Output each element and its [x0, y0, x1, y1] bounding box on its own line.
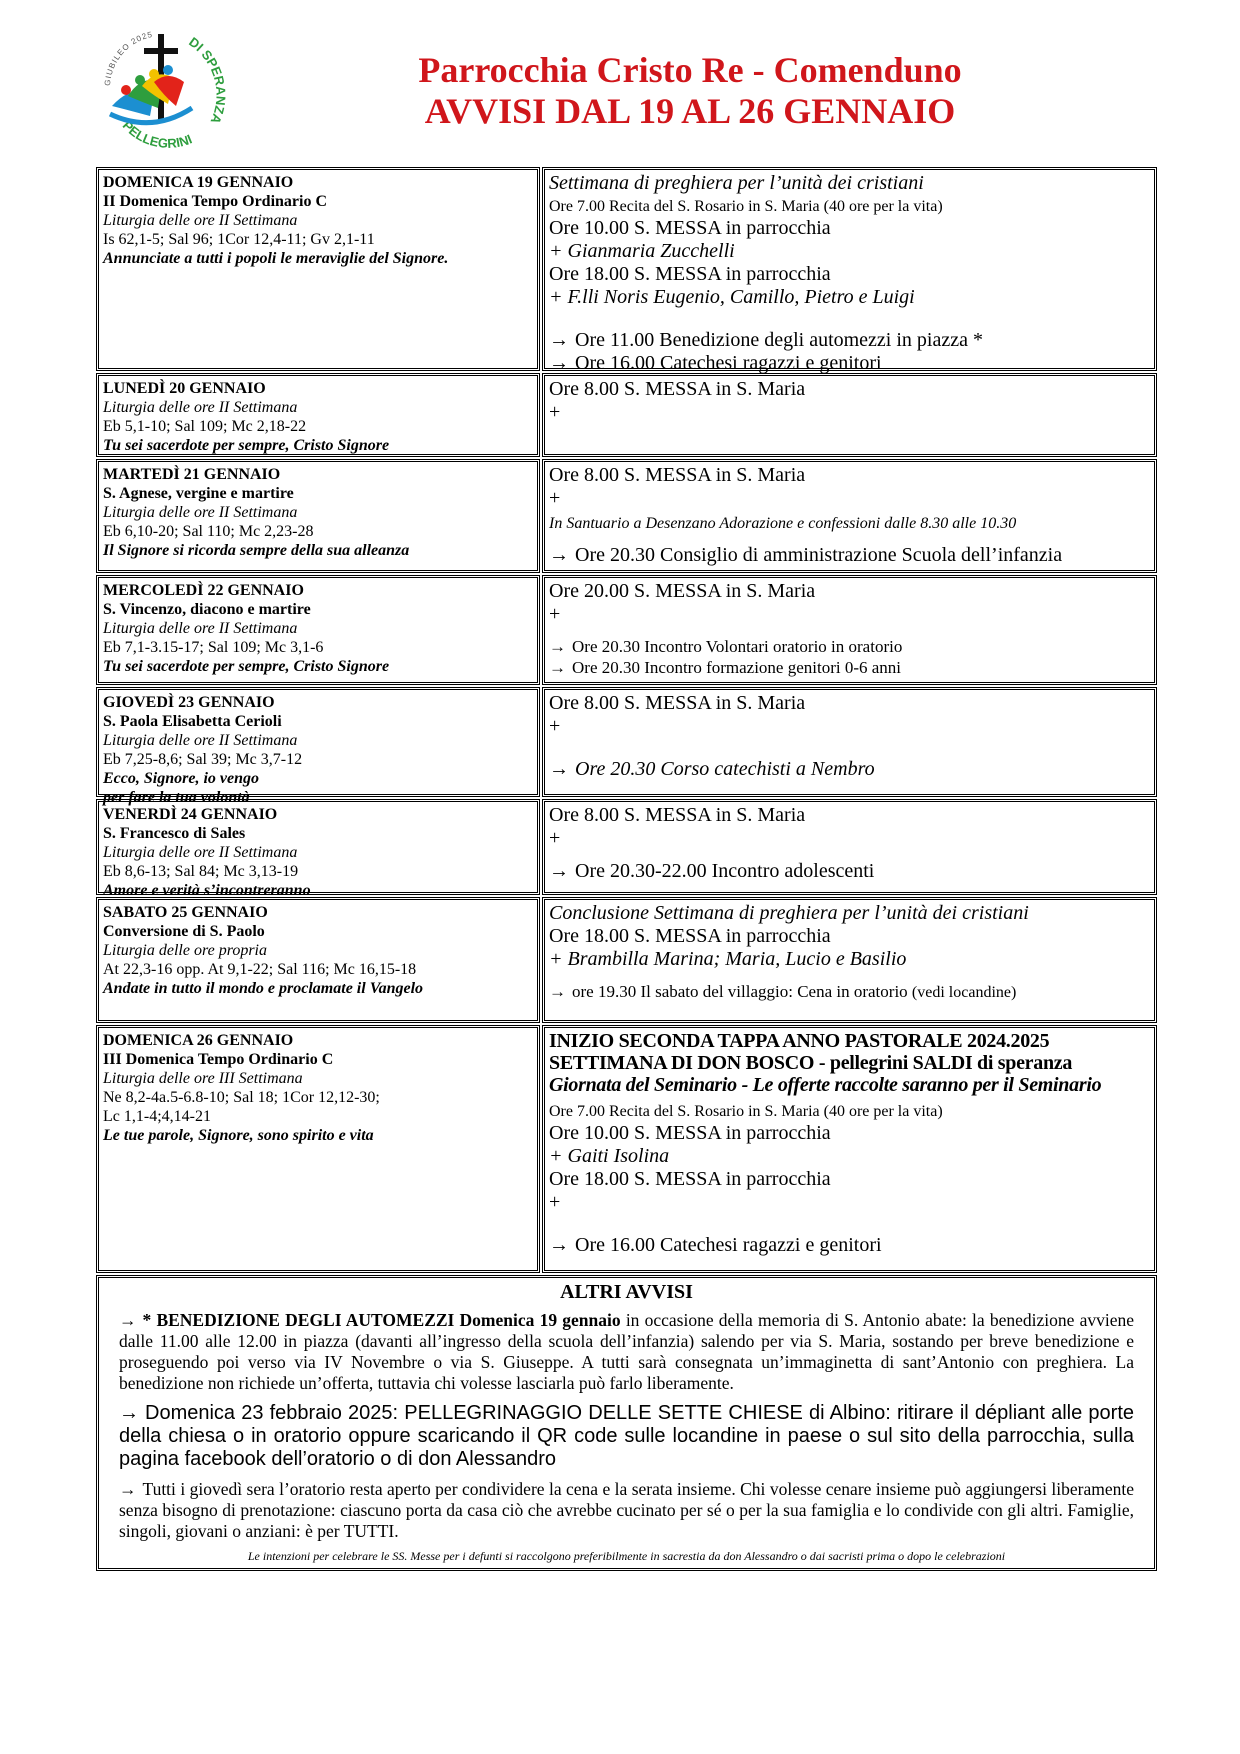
week-heading: Conclusione Settimana di preghiera per l’unità dei cristiani: [549, 902, 1029, 924]
day-label: VENERDÌ 24 GENNAIO: [103, 806, 278, 823]
day-label: DOMENICA 19 GENNAIO: [103, 174, 294, 191]
day-info: [96, 459, 540, 573]
notice-period: AVVISI DAL 19 AL 26 GENNAIO: [424, 91, 956, 131]
intention-line: +: [549, 603, 561, 625]
day-info: [96, 1025, 540, 1273]
event-line: → Ore 20.30 Corso catechisti a Nembro: [549, 758, 875, 780]
logo-text-right: DI SPERANZA: [186, 34, 229, 127]
intention-line: +: [549, 401, 561, 423]
intention-line: +: [549, 827, 561, 849]
antiphon-label: Ecco, Signore, io vengo: [103, 770, 259, 787]
mass-line: Ore 8.00 S. MESSA in S. Maria: [549, 692, 806, 714]
day-row-26: [95, 1024, 1158, 1274]
mass-line: Ore 8.00 S. MESSA in S. Maria: [549, 464, 806, 486]
other-notices-title: ALTRI AVVISI: [560, 1281, 693, 1303]
arrow-icon: →: [549, 982, 566, 1001]
day-info: [96, 897, 540, 1023]
event-line: → Ore 20.30 Consiglio di amministrazione Scuola dell’infanzia: [549, 544, 1063, 566]
intention-line: + F.lli Noris Eugenio, Camillo, Pietro e Luigi: [549, 286, 915, 308]
arrow-icon: →: [119, 1402, 139, 1424]
seminary-heading: Giornata del Seminario - Le offerte raccolte saranno per il Seminario: [549, 1074, 1102, 1096]
day-events: [542, 687, 1157, 797]
other-notices: [96, 1275, 1157, 1571]
day-events: [542, 1025, 1157, 1273]
feast-label: II Domenica Tempo Ordinario C: [103, 193, 328, 210]
mass-line: Ore 18.00 S. MESSA in parrocchia: [549, 263, 831, 285]
logo-text-top: GIUBILEO 2025: [102, 29, 154, 87]
feast-label: S. Francesco di Sales: [103, 825, 246, 842]
event-line: → Ore 16.00 Catechesi ragazzi e genitori: [549, 352, 882, 374]
day-row-22: [95, 574, 1158, 686]
readings-label: Eb 5,1-10; Sal 109; Mc 2,18-22: [103, 418, 307, 435]
weekly-schedule: [95, 166, 1158, 1572]
arrow-icon: →: [119, 1310, 137, 1330]
liturgy-label: Liturgia delle ore II Settimana: [103, 844, 298, 861]
day-row-25: [95, 896, 1158, 1024]
day-label: MARTEDÌ 21 GENNAIO: [103, 466, 281, 483]
event-line: → Ore 20.30 Incontro formazione genitori 0-6 anni: [549, 658, 902, 677]
day-label: DOMENICA 26 GENNAIO: [103, 1032, 294, 1049]
antiphon-label: Andate in tutto il mondo e proclamate il Vangelo: [103, 980, 424, 997]
day-info: [96, 373, 540, 457]
intention-line: +: [549, 715, 561, 737]
parish-name: Parrocchia Cristo Re - Comenduno: [418, 50, 962, 90]
arrow-icon: →: [549, 329, 569, 351]
feast-label: Conversione di S. Paolo: [103, 923, 265, 940]
arrow-icon: →: [549, 637, 566, 656]
logo-text-bottom: PELLEGRINI: [119, 117, 195, 151]
jubilee-logo: [92, 24, 232, 164]
antiphon-label: Annunciate a tutti i popoli le meraviglie del Signore.: [103, 250, 449, 267]
day-events: [542, 799, 1157, 895]
day-info: [96, 687, 540, 806]
antiphon-label: Tu sei sacerdote per sempre, Cristo Signore: [103, 658, 390, 675]
arrow-icon: →: [549, 544, 569, 566]
liturgy-label: Liturgia delle ore III Settimana: [103, 1070, 303, 1087]
rosary-line: Ore 7.00 Recita del S. Rosario in S. Maria (40 ore per la vita): [549, 1103, 943, 1120]
arrow-icon: →: [549, 1234, 569, 1256]
day-row-19: [95, 166, 1158, 372]
arrow-icon: →: [549, 352, 569, 374]
mass-line: Ore 8.00 S. MESSA in S. Maria: [549, 804, 806, 826]
readings-label: Eb 6,10-20; Sal 110; Mc 2,23-28: [103, 523, 314, 540]
antiphon-label: Amore e verità s’incontreranno: [103, 882, 311, 899]
antiphon-label: per fare la tua volontà: [103, 789, 250, 806]
day-info: [96, 167, 540, 371]
intention-line: + Gaiti Isolina: [549, 1145, 670, 1167]
event-line: → ore 19.30 Il sabato del villaggio: Cena in oratorio (vedi locandine): [549, 982, 1017, 1001]
arrow-icon: →: [119, 1479, 137, 1499]
notice-pilgrimage: → Domenica 23 febbraio 2025: PELLEGRINAGGIO DELLE SETTE CHIESE di Albino: ritirare il dépliant alle porte della chiesa o in oratorio oppure scaricando il QR code sulle locandine in paese o sul sito della parrocchia, sulla pagina facebook dell’oratorio o di don Alessandro: [119, 1402, 1134, 1470]
day-events: [542, 897, 1157, 1023]
day-row-21: [95, 458, 1158, 574]
antiphon-label: Tu sei sacerdote per sempre, Cristo Signore: [103, 437, 390, 454]
liturgy-label: Liturgia delle ore II Settimana: [103, 212, 298, 229]
readings-label: Lc 1,1-4;4,14-21: [103, 1108, 211, 1125]
intention-line: +: [549, 1191, 561, 1213]
adoration-note: In Santuario a Desenzano Adorazione e confessioni dalle 8.30 alle 10.30: [549, 515, 1017, 532]
svg-text:GIUBILEO 2025: [103, 30, 154, 86]
day-events: [542, 373, 1157, 457]
mass-intentions-note: Le intenzioni per celebrare le SS. Messe per i defunti si raccolgono preferibilmente in sacrestia da don Alessandro o dai sacristi prima o dopo le celebrazioni: [247, 1549, 1006, 1563]
mass-line: Ore 18.00 S. MESSA in parrocchia: [549, 1168, 831, 1190]
feast-label: III Domenica Tempo Ordinario C: [103, 1051, 334, 1068]
event-line: → Ore 16.00 Catechesi ragazzi e genitori: [549, 1234, 882, 1256]
day-label: LUNEDÌ 20 GENNAIO: [103, 380, 266, 397]
day-info: [96, 575, 540, 685]
intention-line: +: [549, 487, 561, 509]
day-label: SABATO 25 GENNAIO: [103, 904, 268, 921]
page-title: [240, 50, 1140, 132]
day-label: MERCOLEDÌ 22 GENNAIO: [103, 582, 304, 599]
notice-vehicle-blessing: → * BENEDIZIONE DEGLI AUTOMEZZI Domenica 19 gennaio in occasione della memoria di S. Antonio abate: la benedizione avviene dalle 11.00 alle 12.00 in piazza (davanti all’ingresso della scuola dell’infanzia) salendo per via S. Maria, sostando per breve benedizione e proseguendo poi verso via IV Novembre o via S. Giuseppe. A tutti sarà consegnata un’immaginetta di sant’Antonio con preghiera. La benedizione non richiede un’offerta, tuttavia chi volesse lasciarla può farlo liberamente.: [119, 1310, 1134, 1393]
readings-label: Eb 8,6-13; Sal 84; Mc 3,13-19: [103, 863, 299, 880]
mass-line: Ore 10.00 S. MESSA in parrocchia: [549, 1122, 831, 1144]
readings-label: Ne 8,2-4a.5-6.8-10; Sal 18; 1Cor 12,12-30;: [103, 1089, 380, 1106]
see-posters-note: (vedi locandine): [911, 984, 1017, 1001]
day-label: GIOVEDÌ 23 GENNAIO: [103, 694, 275, 711]
notice-thursday-dinner: → Tutti i giovedì sera l’oratorio resta aperto per condividere la cena e la serata insieme. Chi volesse cenare insieme può aggiungersi liberamente senza bisogno di prenotazione: ciascuno porta da casa ciò che avrebbe cucinato per sé o per la sua famiglia e lo condivide con gli altri. Famiglie, singoli, giovani o anziani: è per TUTTI.: [119, 1479, 1134, 1541]
day-events: [542, 459, 1157, 573]
readings-label: Eb 7,25-8,6; Sal 39; Mc 3,7-12: [103, 751, 303, 768]
liturgy-label: Liturgia delle ore propria: [103, 942, 267, 959]
mass-line: Ore 8.00 S. MESSA in S. Maria: [549, 378, 806, 400]
day-info: [96, 799, 540, 899]
readings-label: Is 62,1-5; Sal 96; 1Cor 12,4-11; Gv 2,1-11: [103, 231, 375, 248]
feast-label: S. Agnese, vergine e martire: [103, 485, 294, 502]
antiphon-label: Le tue parole, Signore, sono spirito e vita: [103, 1127, 374, 1144]
event-line: → Ore 20.30 Incontro Volontari oratorio in oratorio: [549, 637, 903, 656]
liturgy-label: Liturgia delle ore II Settimana: [103, 620, 298, 637]
mass-line: Ore 10.00 S. MESSA in parrocchia: [549, 217, 831, 239]
event-line: → Ore 11.00 Benedizione degli automezzi in piazza *: [549, 329, 983, 351]
day-row-20: [95, 372, 1158, 458]
day-events: [542, 167, 1157, 374]
mass-line: Ore 18.00 S. MESSA in parrocchia: [549, 925, 831, 947]
liturgy-label: Liturgia delle ore II Settimana: [103, 399, 298, 416]
antiphon-label: Il Signore si ricorda sempre della sua alleanza: [103, 542, 410, 559]
arrow-icon: →: [549, 758, 569, 780]
feast-label: S. Vincenzo, diacono e martire: [103, 601, 311, 618]
intention-line: + Brambilla Marina; Maria, Lucio e Basilio: [549, 948, 907, 970]
arrow-icon: →: [549, 658, 566, 677]
feast-label: S. Paola Elisabetta Cerioli: [103, 713, 282, 730]
week-heading: Settimana di preghiera per l’unità dei cristiani: [549, 172, 924, 194]
mass-line: Ore 20.00 S. MESSA in S. Maria: [549, 580, 816, 602]
readings-label: Eb 7,1-3.15-17; Sal 109; Mc 3,1-6: [103, 639, 324, 656]
pastoral-heading: INIZIO SECONDA TAPPA ANNO PASTORALE 2024.2025: [549, 1030, 1050, 1052]
liturgy-label: Liturgia delle ore II Settimana: [103, 504, 298, 521]
rosary-line: Ore 7.00 Recita del S. Rosario in S. Maria (40 ore per la vita): [549, 198, 943, 215]
don-bosco-heading: SETTIMANA DI DON BOSCO - pellegrini SALDI di speranza: [549, 1052, 1073, 1074]
readings-label: At 22,3-16 opp. At 9,1-22; Sal 116; Mc 16,15-18: [103, 961, 417, 978]
intention-line: + Gianmaria Zucchelli: [549, 240, 735, 262]
svg-text:DI SPERANZA: [186, 34, 228, 126]
event-line: → Ore 20.30-22.00 Incontro adolescenti: [549, 860, 875, 882]
day-events: [542, 575, 1157, 685]
day-row-23: [95, 686, 1158, 806]
liturgy-label: Liturgia delle ore II Settimana: [103, 732, 298, 749]
arrow-icon: →: [549, 860, 569, 882]
day-row-24: [95, 798, 1158, 899]
